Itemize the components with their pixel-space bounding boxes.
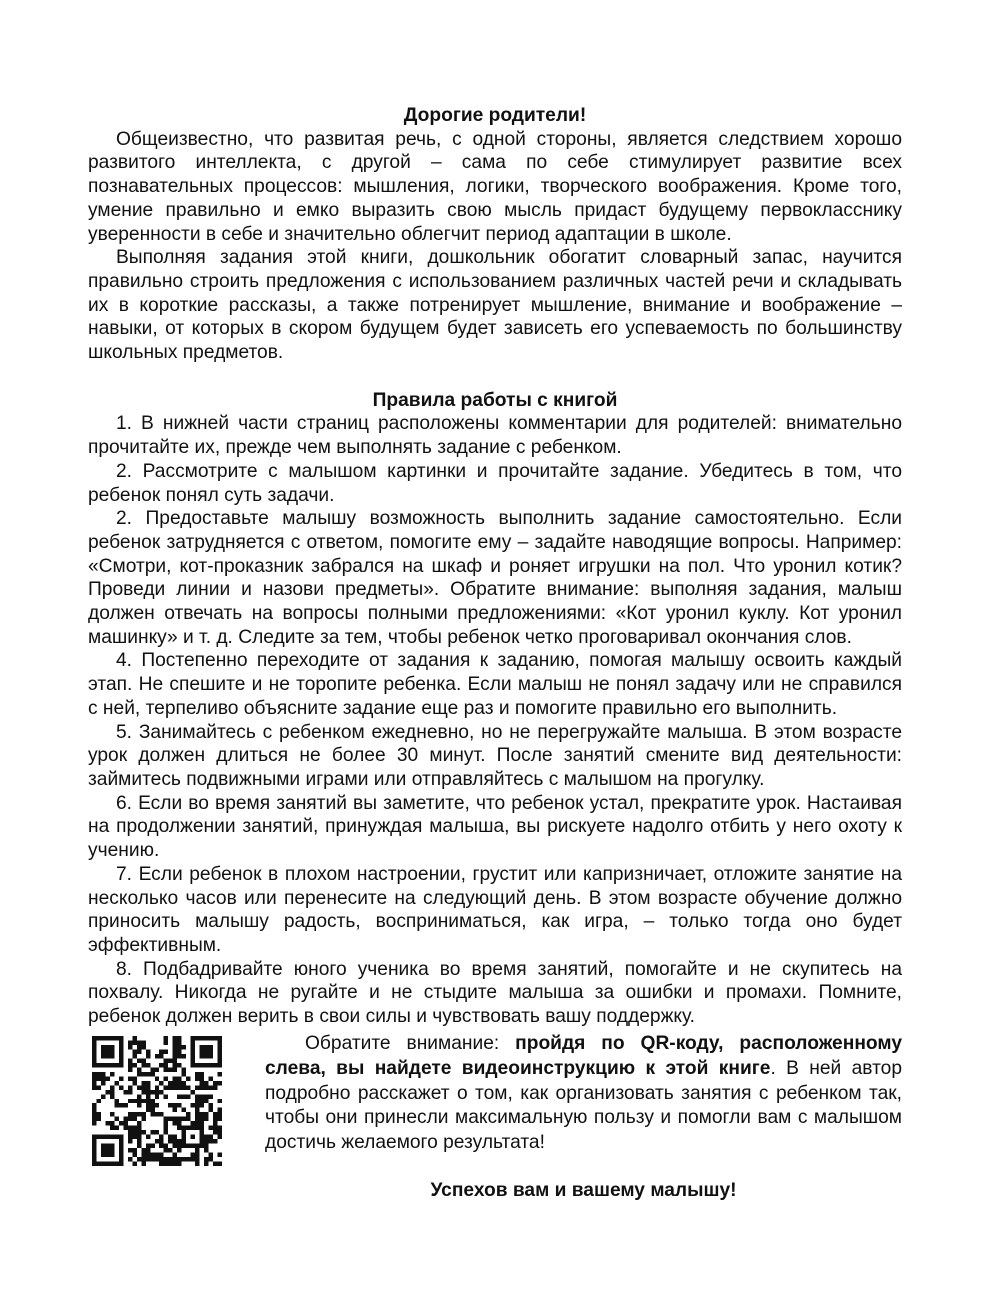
rule-item-1: 1. В нижней части страниц расположены комментарии для родителей: внимательно прочитайте их, прежде чем выполнять задание с ребенком. <box>88 413 902 459</box>
qr-code-icon <box>92 1036 222 1166</box>
qr-code[interactable] <box>92 1036 222 1166</box>
intro-section <box>88 104 902 1029</box>
qr-note <box>265 1032 902 1156</box>
rule-item-6: 6. Если во время занятий вы заметите, что ребенок устал, прекратите урок. Настаивая на продолжении занятий, принуждая малыша, вы рискуете надолго отбить у него охоту к учению. <box>88 792 902 862</box>
qr-note-lead: Обратите внимание: <box>305 1033 516 1054</box>
rule-item-2: 2. Рассмотрите с малышом картинки и прочитайте задание. Убедитесь в том, что ребенок понял суть задачи. <box>88 460 902 506</box>
rule-item-5: 5. Занимайтесь с ребенком ежедневно, но не перегружайте малыша. В этом возрасте урок должен длиться не более 30 минут. После занятий смените вид деятельности: займитесь подвижными играми или отправляйтесь с малышом на прогулку. <box>88 721 902 790</box>
intro-paragraph-1: Общеизвестно, что развитая речь, с одной стороны, является следствием хорошо развитого интеллекта, с другой – сама по себе стимулирует развитие всех познавательных процессов: мышления, логики, творческого воображения. Кроме того, умение правильно и емко выразить свою мысль придаст будущему первокласснику уверенности в себе и значительно облегчит период адаптации в школе. <box>88 128 902 245</box>
closing-line: Успехов вам и вашему малышу! <box>430 1180 737 1201</box>
qr-note-bold: пройдя по QR-коду, расположенному слева, вы найдете видеоинструкцию к этой книге <box>265 1033 902 1079</box>
rule-item-8: 8. Подбадривайте юного ученика во время занятий, помогайте и не скупитесь на похвалу. Никогда не ругайте и не стыдите малыша за ошибки и промахи. Помните, ребенок должен верить в свои силы и чувствовать вашу поддержку. <box>88 958 902 1028</box>
intro-paragraph-2: Выполняя задания этой книги, дошкольник обогатит словарный запас, научится правильно строить предложения с использованием различных частей речи и складывать их в короткие рассказы, а также потренирует мышление, внимание и воображение – навыки, от которых в скором будущем будет зависеть его успеваемость по большинству школьных предметов. <box>88 247 902 364</box>
rules-heading: Правила работы с книгой <box>372 389 618 411</box>
intro-heading: Дорогие родители! <box>403 105 587 126</box>
rule-item-3: 2. Предоставьте малышу возможность выполнить задание самостоятельно. Если ребенок затрудняется с ответом, помогите ему – задайте наводящие вопросы. Например: «Смотри, кот-проказник забрался на шкаф и роняет игрушки на пол. Что уронил котик? Проведи линии и назови предметы». Обратите внимание: выполняя задания, малыш должен отвечать на вопросы полными предложениями: «Кот уронил куклу. Кот уронил машинку» и т. д. Следите за тем, чтобы ребенок четко проговаривал окончания слов. <box>88 508 902 648</box>
rule-item-7: 7. Если ребенок в плохом настроении, грустит или капризничает, отложите занятие на несколько часов или перенесите на следующий день. В этом возрасте обучение должно приносить малышу радость, восприниматься, как игра, – только тогда оно будет эффективным. <box>88 863 902 956</box>
qr-note-rest: . В ней автор подробно расскажет о том, как организовать занятия с ребенком так, чтобы они принесли максимальную пользу и помогли вам с малышом достичь желаемого результата! <box>265 1057 902 1154</box>
rule-item-4: 4. Постепенно переходите от задания к заданию, помогая малышу освоить каждый этап. Не спешите и не торопите ребенка. Если малыш не понял задачу или не справился с ней, терпеливо объясните задание еще раз и помогите правильно его выполнить. <box>88 650 902 719</box>
